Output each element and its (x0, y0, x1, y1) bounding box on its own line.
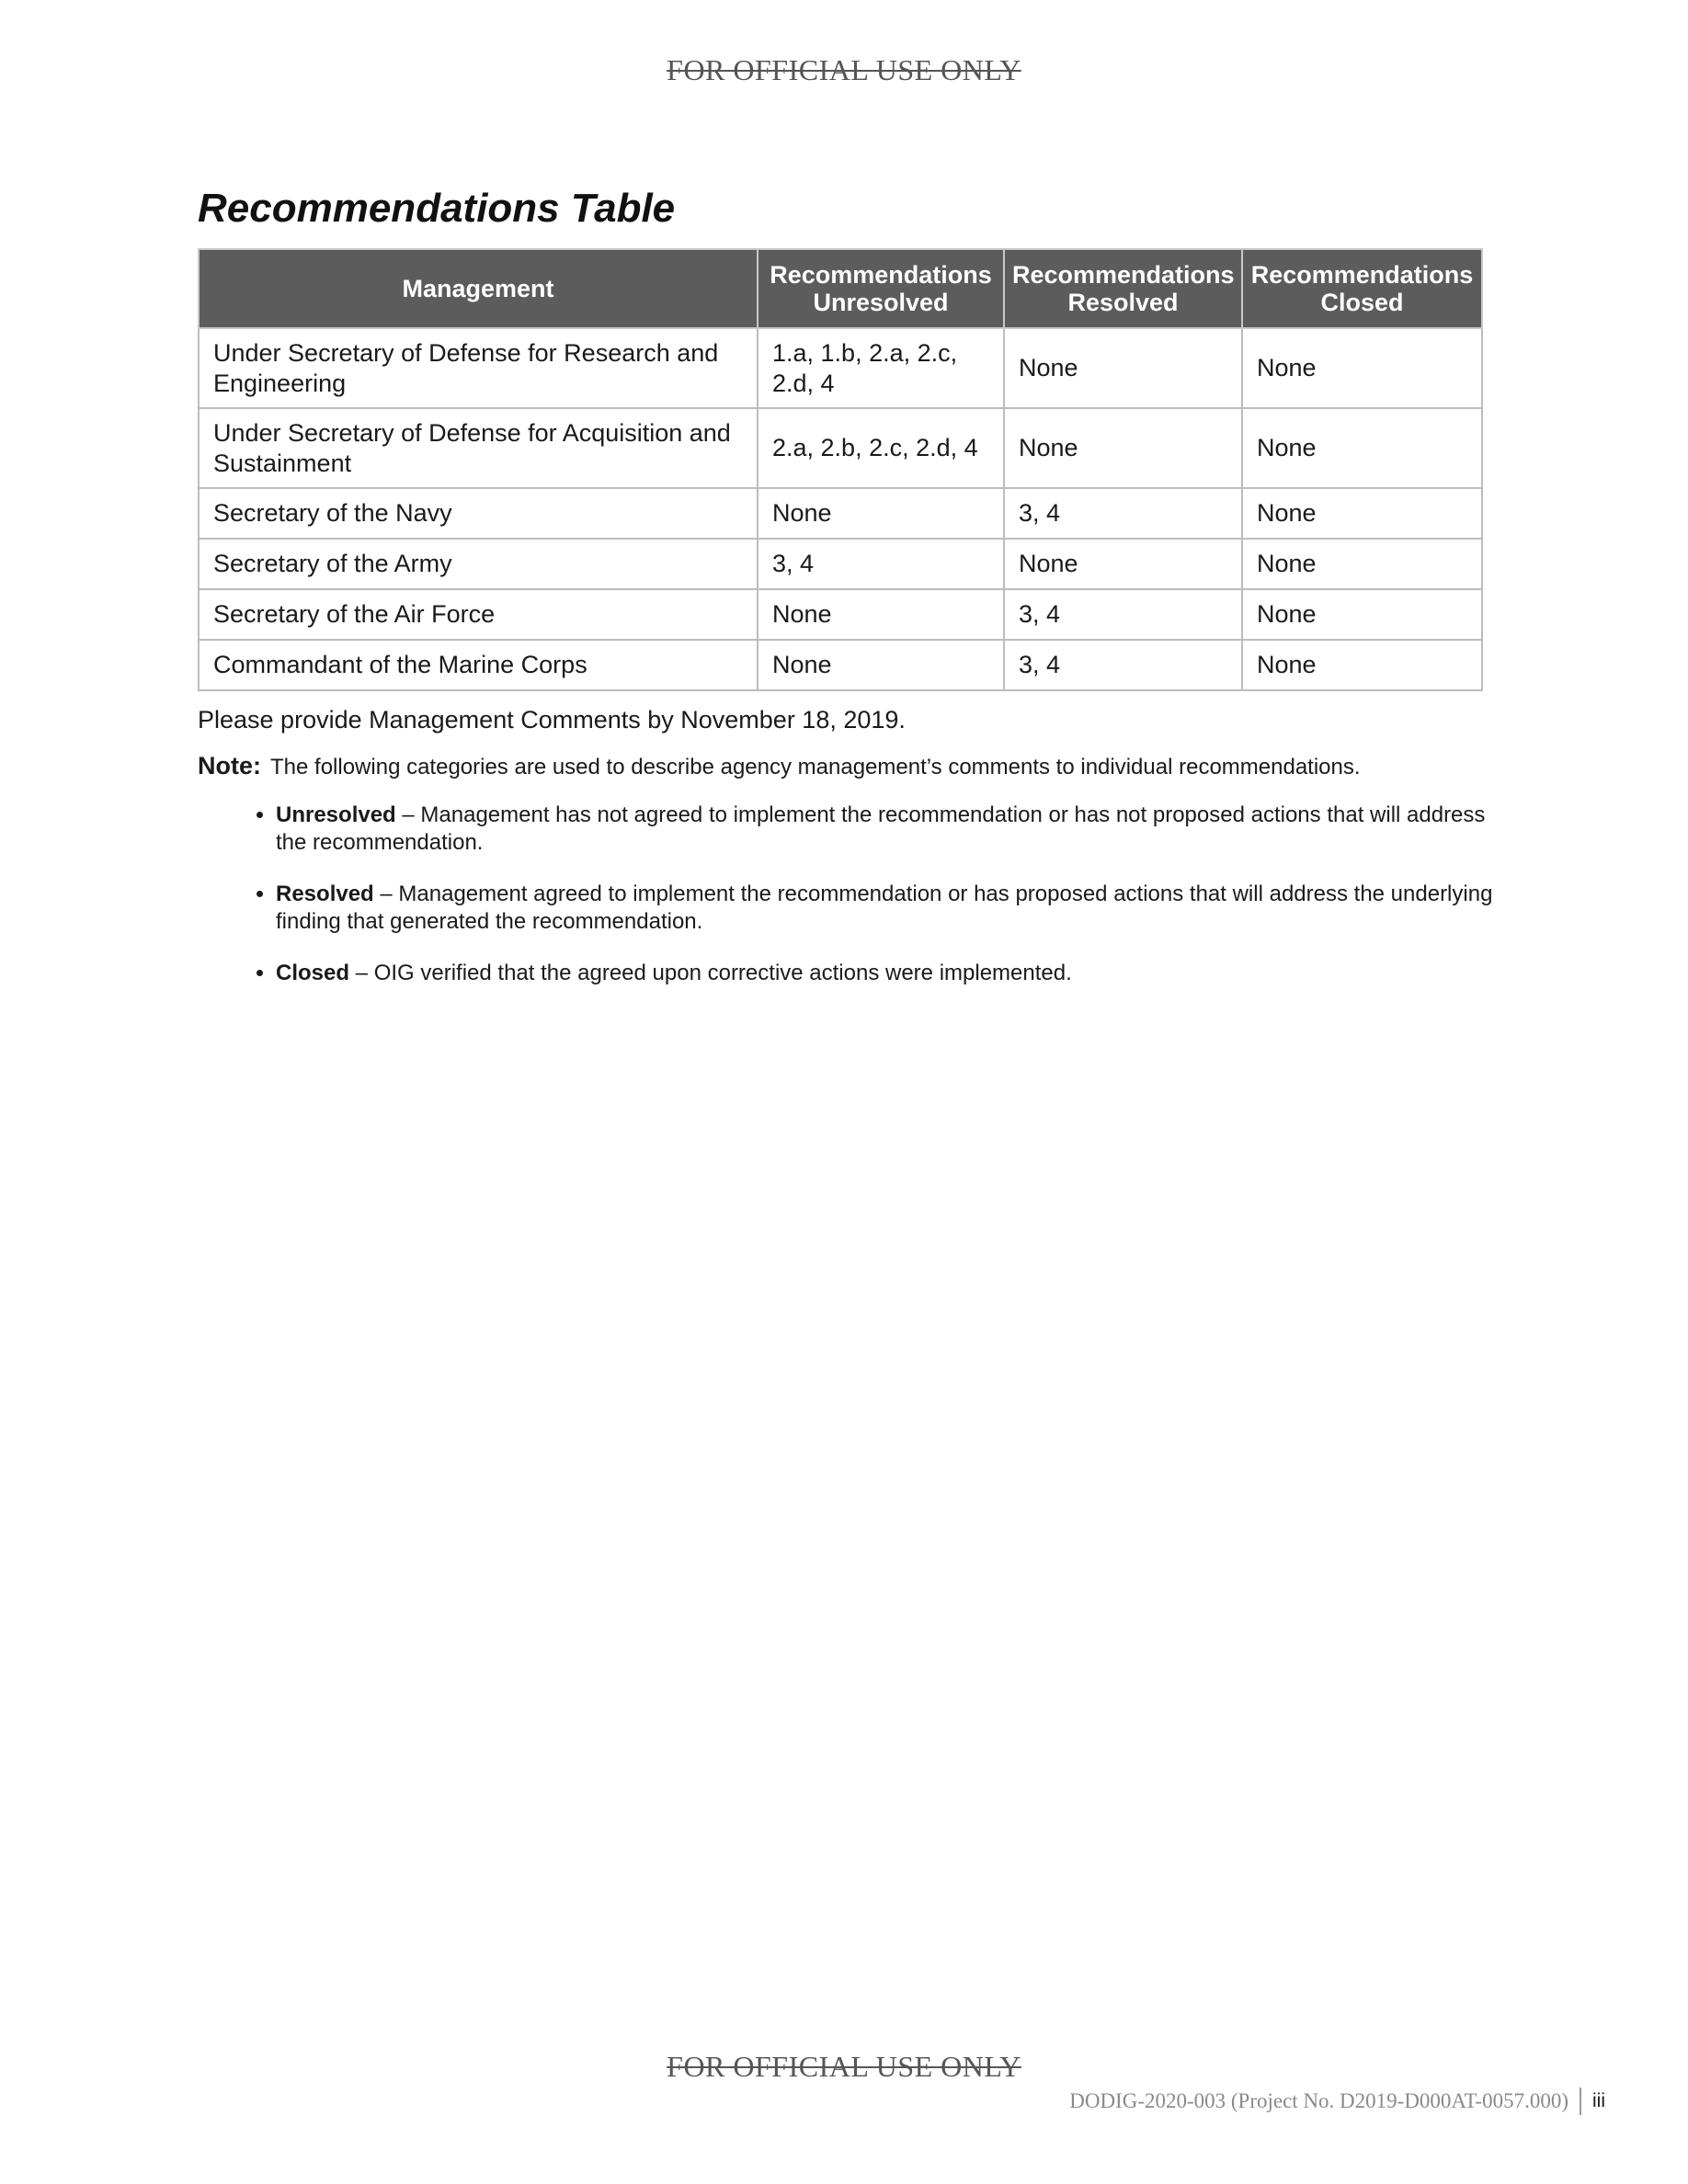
category-definition: – OIG verified that the agreed upon corrective actions were implemented. (349, 961, 1072, 985)
page-footer (1069, 2087, 1605, 2115)
cell-unresolved: None (758, 640, 1004, 690)
fouo-marking-bottom: FOR OFFICIAL USE ONLY (667, 2050, 1021, 2083)
table-row (199, 539, 1482, 589)
cell-unresolved: 1.a, 1.b, 2.a, 2.c, 2.d, 4 (758, 328, 1004, 408)
cell-closed: None (1242, 328, 1482, 408)
provide-comments-text: Please provide Management Comments by November 18, 2019. (198, 706, 906, 734)
list-item (276, 960, 1499, 987)
fouo-marking-top: FOR OFFICIAL USE ONLY (667, 53, 1021, 86)
cell-closed: None (1242, 488, 1482, 539)
header-resolved: Recommendations Resolved (1004, 249, 1242, 328)
list-item (276, 802, 1499, 857)
cell-resolved: 3, 4 (1004, 488, 1242, 539)
cell-management: Secretary of the Army (199, 539, 758, 589)
note-text: The following categories are used to describe agency management’s comments to individual recommendations. (270, 755, 1361, 779)
table-header-row (199, 249, 1482, 328)
header-management: Management (199, 249, 758, 328)
cell-management: Secretary of the Air Force (199, 589, 758, 640)
category-term: Closed (276, 961, 350, 985)
page-number: iii (1592, 2090, 1605, 2111)
cell-resolved: 3, 4 (1004, 589, 1242, 640)
cell-resolved: 3, 4 (1004, 640, 1242, 690)
recommendations-table (198, 248, 1483, 691)
category-definition: – Management has not agreed to implement the recommendation or has not proposed actions that will address the recommendation. (276, 802, 1486, 855)
category-term: Resolved (276, 882, 374, 906)
category-term: Unresolved (276, 802, 396, 827)
table-row (199, 640, 1482, 690)
cell-closed: None (1242, 408, 1482, 488)
table-row (199, 328, 1482, 408)
cell-management: Under Secretary of Defense for Acquisition and Sustainment (199, 408, 758, 488)
cell-unresolved: None (758, 488, 1004, 539)
cell-unresolved: 3, 4 (758, 539, 1004, 589)
cell-resolved: None (1004, 539, 1242, 589)
table-row (199, 488, 1482, 539)
footer-divider (1580, 2087, 1581, 2115)
cell-closed: None (1242, 640, 1482, 690)
list-item (276, 881, 1499, 936)
cell-unresolved: None (758, 589, 1004, 640)
category-definition: – Management agreed to implement the recommendation or has proposed actions that will address the underlying finding that generated the recommendation. (276, 882, 1493, 934)
cell-management: Commandant of the Marine Corps (199, 640, 758, 690)
note-label: Note: (198, 752, 261, 779)
cell-closed: None (1242, 539, 1482, 589)
page-title: Recommendations Table (198, 186, 676, 231)
cell-management: Secretary of the Navy (199, 488, 758, 539)
report-id: DODIG-2020-003 (Project No. D2019-D000AT-0057.000) (1069, 2089, 1568, 2112)
header-closed: Recommendations Closed (1242, 249, 1482, 328)
header-unresolved: Recommendations Unresolved (758, 249, 1004, 328)
table-row (199, 589, 1482, 640)
cell-management: Under Secretary of Defense for Research and Engineering (199, 328, 758, 408)
cell-resolved: None (1004, 408, 1242, 488)
cell-closed: None (1242, 589, 1482, 640)
cell-unresolved: 2.a, 2.b, 2.c, 2.d, 4 (758, 408, 1004, 488)
note-paragraph (198, 752, 1361, 780)
cell-resolved: None (1004, 328, 1242, 408)
category-list (246, 802, 1499, 1011)
table-row (199, 408, 1482, 488)
